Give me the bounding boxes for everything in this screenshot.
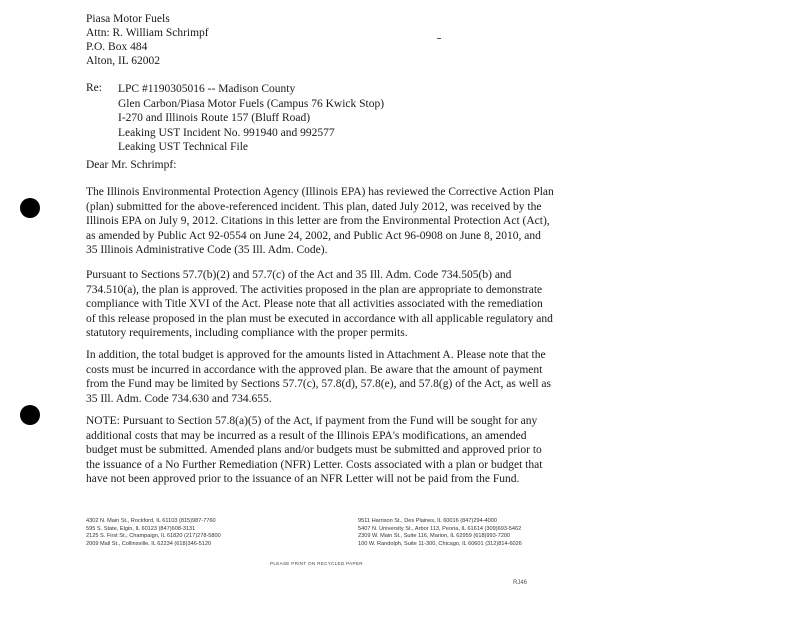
paragraph-line: the issuance of a No Further Remediation (NFR) Letter. Costs associated with a plan or budget that [86,458,543,471]
paragraph-line: NOTE: Pursuant to Section 57.8(a)(5) of the Act, if payment from the Fund will be sought for any [86,415,538,427]
addressee-line: Piasa Motor Fuels [86,13,170,25]
footer-addresses-right [358,518,522,548]
paragraph-line: additional costs that may be incurred as a result of the Illinois EPA's modifications, an amended [86,429,527,442]
paragraph-line: costs must be incurred in accordance with the approved plan. Be aware that the amount of payment [86,363,543,376]
footer-address: 2309 W. Main St., Suite 116, Marion, IL 62959 (618)993-7200 [358,533,511,540]
footer-address: 100 W. Randolph, Suite 11-300, Chicago, IL 60601 (312)814-6026 [358,540,522,547]
recycled-paper-note: PLEASE PRINT ON RECYCLED PAPER [270,561,363,566]
paragraph-line: as amended by Public Act 92-0554 on June 24, 2002, and Public Act 96-0908 on June 8, 2010, and [86,229,541,242]
paragraph-line: Illinois EPA on July 9, 2012. Citations in this letter are from the Environmental Protection Act (Act), [86,215,550,228]
paragraph-line: (plan) submitted for the above-referenced incident. This plan, dated July 2012, was received by the [86,200,542,213]
paragraph-line: budget must be submitted. Amended plans and/or budgets must be submitted and approved prior to [86,444,542,457]
reference-line: LPC #1190305016 -- Madison County [118,83,296,95]
addressee-line: P.O. Box 484 [86,41,148,53]
reference-line: Leaking UST Technical File [118,141,249,153]
addressee-line: Alton, IL 62002 [86,55,160,67]
footer-address: 9511 Harrison St., Des Plaines, IL 60016 (847)294-4000 [358,518,497,524]
reference-line: Glen Carbon/Piasa Motor Fuels (Campus 76 Kwick Stop) [118,97,385,110]
paragraph-review [86,185,554,258]
footer-address: 2125 S. First St., Champaign, IL 61820 (217)278-5800 [86,533,221,540]
stray-scan-mark [437,38,441,39]
footer-address: 5407 N. University St., Arbor 113, Peoria, IL 61614 (309)693-5462 [358,525,522,532]
footer-address: 595 S. State, Elgin, IL 60123 (847)608-3131 [86,525,196,532]
re-label: Re: [86,82,102,94]
paragraph-approval [86,268,553,341]
reference-block [118,82,384,155]
paragraph-line: In addition, the total budget is approved for the amounts listed in Attachment A. Please note that the [86,349,546,361]
paragraph-line: 734.510(a), the plan is approved. The activities proposed in the plan are appropriate to demonstrate [86,283,543,296]
paragraph-line: 35 Ill. Adm. Code 734.630 and 734.655. [86,392,272,405]
paragraph-line: compliance with Title XVI of the Act. Please note that all activities associated with the remediation [86,298,543,311]
addressee-line: Attn: R. William Schrimpf [86,27,209,39]
paragraph-budget [86,348,552,406]
reference-line: I-270 and Illinois Route 157 (Bluff Road) [118,112,311,124]
hole-punch-mark [20,198,40,218]
hole-punch-mark [20,405,40,425]
addressee-block [86,12,209,68]
footer-address: 2009 Mall St., Collinsville, IL 62234 (618)346-5120 [86,540,212,547]
paragraph-line: from the Fund may be limited by Sections 57.7(c), 57.8(d), 57.8(e), and 57.8(g) of the Act, as well as [86,378,552,391]
footer-addresses-left [86,518,221,548]
paragraph-line: Pursuant to Sections 57.7(b)(2) and 57.7(c) of the Act and 35 Ill. Adm. Code 734.505(b) and [86,269,512,281]
paragraph-note [86,414,543,487]
footer-address: 4302 N. Main St., Rockford, IL 61103 (815)987-7760 [86,518,216,524]
salutation: Dear Mr. Schrimpf: [86,159,177,171]
paragraph-line: 35 Illinois Administrative Code (35 Ill. Adm. Code). [86,244,328,257]
page-code: RJ46 [513,580,528,586]
paragraph-line: statutory requirements, including compliance with the proper permits. [86,327,408,340]
paragraph-line: of this release proposed in the plan must be executed in accordance with all applicable regulatory and [86,312,553,325]
paragraph-line: The Illinois Environmental Protection Agency (Illinois EPA) has reviewed the Corrective Action Plan [86,186,554,198]
reference-line: Leaking UST Incident No. 991940 and 992577 [118,126,335,139]
paragraph-line: have not been approved prior to the issuance of an NFR Letter will not be paid from the Fund. [86,473,520,486]
